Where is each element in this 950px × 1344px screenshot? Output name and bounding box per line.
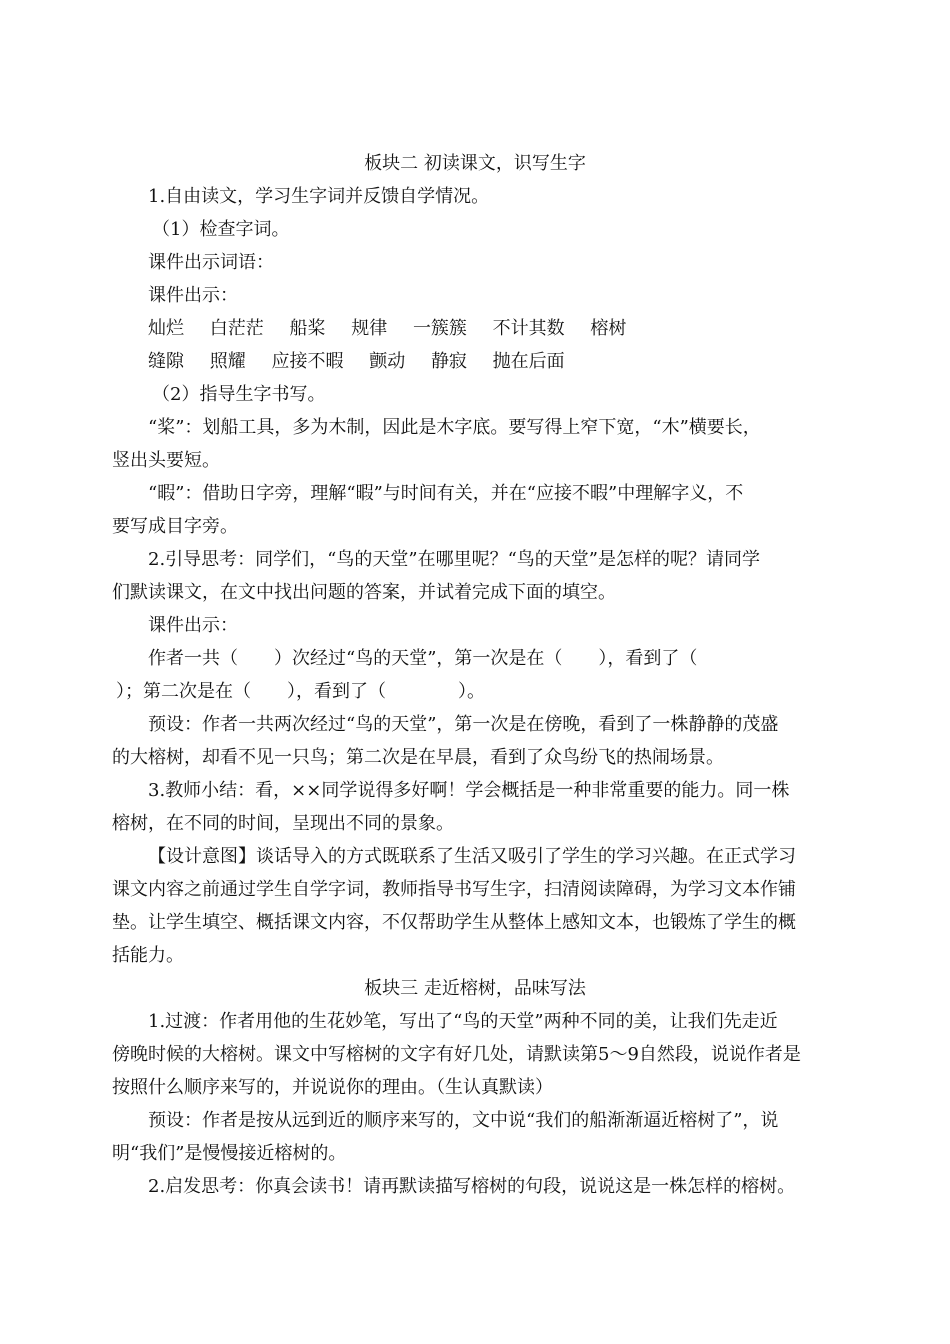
vocab-word: 缝隙 xyxy=(148,351,184,372)
jiang-paragraph-line1: “桨”：划船工具，多为木制，因此是木字底。要写得上窄下宽，“木”横要长， xyxy=(148,417,761,438)
design-intent-line1: 【设计意图】谈话导入的方式既联系了生活又吸引了学生的学习兴趣。在正式学习 xyxy=(148,846,796,867)
vocab-row-1 xyxy=(148,317,646,341)
guide-writing-label: （2）指导生字书写。 xyxy=(152,384,326,405)
jiang-paragraph-line2: 竖出头要短。 xyxy=(112,450,220,471)
vocab-word: 应接不暇 xyxy=(271,351,344,372)
design-intent-line4: 括能力。 xyxy=(112,945,184,966)
item3-line1: 3.教师小结：看，××同学说得多好啊！学会概括是一种非常重要的能力。同一株 xyxy=(148,780,790,801)
xia-paragraph-line1: “暇”：借助日字旁，理解“暇”与时间有关，并在“应接不暇”中理解字义，不 xyxy=(148,483,744,504)
preset-answer-line2: 的大榕树，却看不见一只鸟；第二次是在早晨，看到了众鸟纷飞的热闹场景。 xyxy=(112,747,724,768)
vocab-word: 抛在后面 xyxy=(492,351,565,372)
section3-heading: 板块三 走近榕树，品味写法 xyxy=(364,978,586,999)
vocab-word: 颤动 xyxy=(369,351,406,372)
vocab-word: 不计其数 xyxy=(492,318,565,339)
vocab-word: 静寂 xyxy=(430,351,467,372)
vocab-word: 榕树 xyxy=(590,318,627,339)
vocab-word: 一簇簇 xyxy=(412,318,467,339)
vocab-row-2 xyxy=(148,350,585,374)
courseware-label: 课件出示： xyxy=(148,285,238,306)
vocab-word: 白茫茫 xyxy=(209,318,264,339)
section3-item1-line1: 1.过渡：作者用他的生花妙笔，写出了“鸟的天堂”两种不同的美，让我们先走近 xyxy=(148,1011,778,1032)
section3-preset-line1: 预设：作者是按从远到近的顺序来写的，文中说“我们的船渐渐逼近榕树了”，说 xyxy=(148,1110,779,1131)
section3-preset-line2: 明“我们”是慢慢接近榕树的。 xyxy=(112,1143,347,1164)
item3-line2: 榕树，在不同的时间，呈现出不同的景象。 xyxy=(112,813,454,834)
preset-answer-line1: 预设：作者一共两次经过“鸟的天堂”，第一次是在傍晚，看到了一株静静的茂盛 xyxy=(148,714,779,735)
section3-item1-line3: 按照什么顺序来写的，并说说你的理由。（生认真默读） xyxy=(112,1077,553,1098)
vocab-word: 船桨 xyxy=(289,318,326,339)
design-intent-line2: 课文内容之前通过学生自学字词，教师指导书写生字，扫清阅读障碍，为学习文本作铺 xyxy=(112,879,796,900)
fill-blank-line1: 作者一共（ ）次经过“鸟的天堂”，第一次是在（ ），看到了（ xyxy=(148,648,698,669)
vocab-word: 照耀 xyxy=(209,351,246,372)
vocab-word: 规律 xyxy=(351,318,388,339)
xia-paragraph-line2: 要写成目字旁。 xyxy=(112,516,238,537)
fill-blank-line2: ）；第二次是在（ ），看到了（ ）。 xyxy=(116,681,485,702)
section3-item1-line2: 傍晚时候的大榕树。课文中写榕树的文字有好几处，请默读第5～9自然段，说说作者是 xyxy=(112,1044,801,1065)
item2-line1: 2.引导思考：同学们，“鸟的天堂”在哪里呢？“鸟的天堂”是怎样的呢？请同学 xyxy=(148,549,760,570)
check-words-label: （1）检查字词。 xyxy=(152,219,290,240)
section2-item1: 1.自由读文，学习生字词并反馈自学情况。 xyxy=(148,186,490,207)
courseware-words-label: 课件出示词语： xyxy=(148,252,274,273)
courseware-label-2: 课件出示： xyxy=(148,615,238,636)
section2-heading: 板块二 初读课文，识写生字 xyxy=(364,153,586,174)
design-intent-line3: 垫。让学生填空、概括课文内容，不仅帮助学生从整体上感知文本，也锻炼了学生的概 xyxy=(112,912,796,933)
vocab-word: 灿烂 xyxy=(148,318,184,339)
section3-item2: 2.启发思考：你真会读书！请再默读描写榕树的句段，说说这是一株怎样的榕树。 xyxy=(148,1176,796,1197)
item2-line2: 们默读课文，在文中找出问题的答案，并试着完成下面的填空。 xyxy=(112,582,616,603)
